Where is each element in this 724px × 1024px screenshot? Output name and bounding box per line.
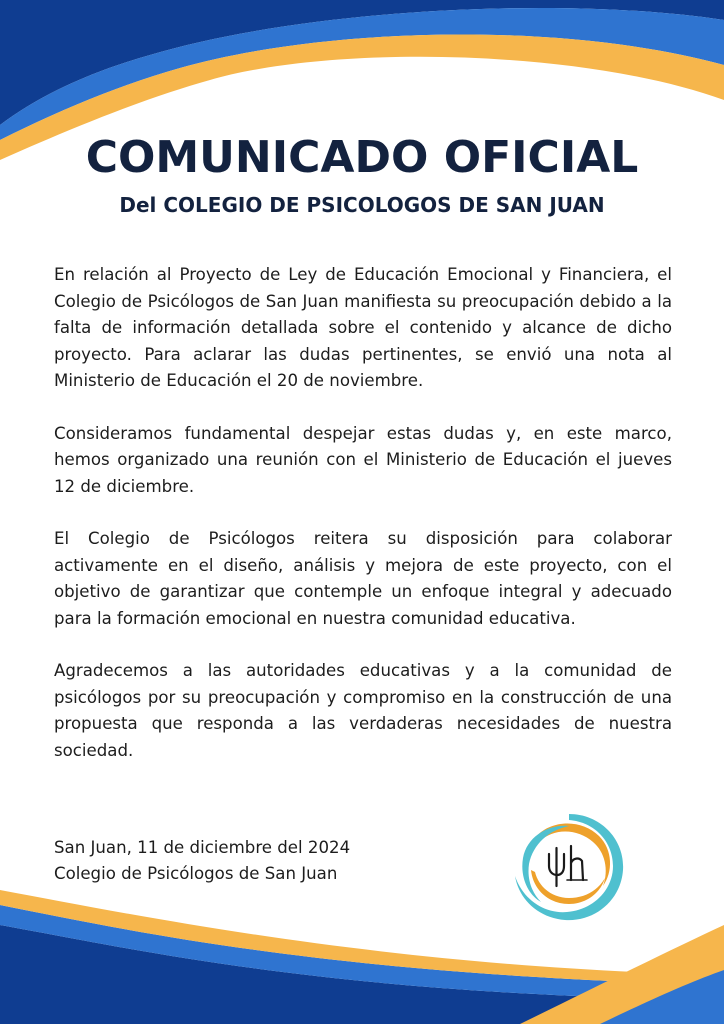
statement-body bbox=[54, 262, 672, 790]
paragraph-1: En relación al Proyecto de Ley de Educación Emocional y Financiera, el Colegio de Psicólogos de San Juan manifiesta su preocupación debido a la falta de información detallada sobre el contenido y alcance de dicho proyecto. Para aclarar las dudas pertinentes, se envió una nota al Ministerio de Educación el 20 de noviembre. bbox=[54, 265, 672, 390]
paragraph-3: El Colegio de Psicólogos reitera su disposición para colaborar activamente en el diseño, análisis y mejora de este proyecto, con el objetivo de garantizar que contemple un enfoque integral y adecuado para la formación emocional en nuestra comunidad educativa. bbox=[54, 529, 672, 628]
logo-orange-lower-arc bbox=[531, 870, 605, 904]
paragraph-4: Agradecemos a las autoridades educativas y a la comunidad de psicólogos por su preocupación y compromiso en la construcción de una propuesta que responda a las verdaderas necesidades de nuestra sociedad. bbox=[54, 661, 672, 760]
paragraph-2: Consideramos fundamental despejar estas dudas y, en este marco, hemos organizado una reunión con el Ministerio de Educación el jueves 12 de diciembre. bbox=[54, 423, 672, 496]
signing-organization: Colegio de Psicólogos de San Juan bbox=[54, 864, 338, 883]
psi-swirl-logo-icon bbox=[509, 808, 629, 928]
place-date: San Juan, 11 de diciembre del 2024 bbox=[54, 838, 351, 857]
logo-lettering bbox=[549, 846, 587, 886]
page-title: COMUNICADO OFICIAL bbox=[85, 132, 639, 183]
signature-block bbox=[54, 835, 474, 887]
page-subtitle: Del COLEGIO DE PSICOLOGOS DE SAN JUAN bbox=[119, 193, 605, 217]
